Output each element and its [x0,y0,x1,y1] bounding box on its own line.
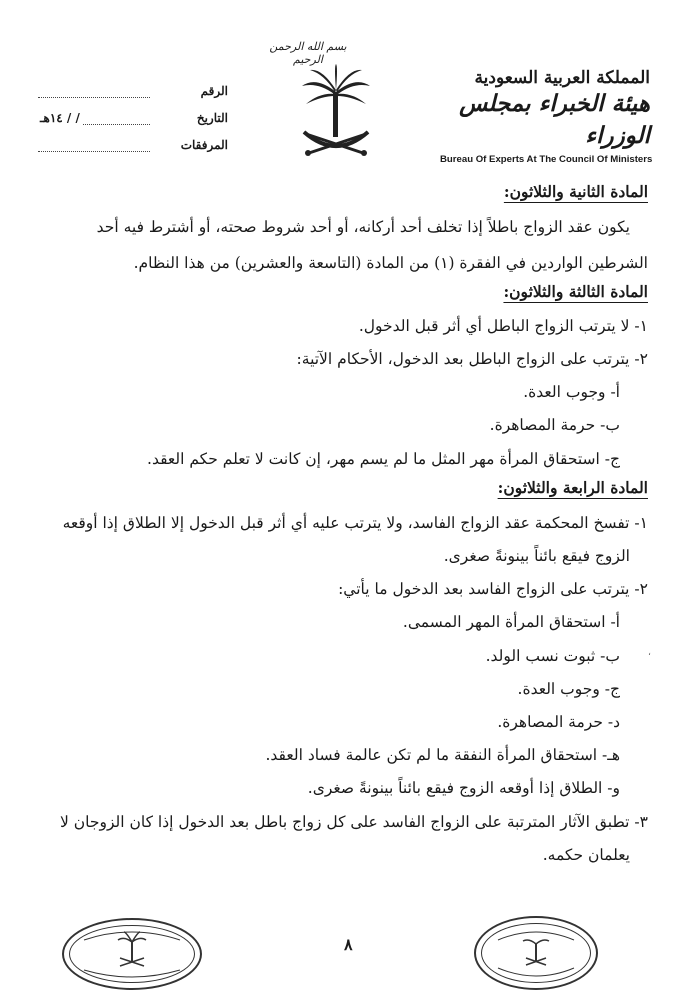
org-bureau-english: Bureau Of Experts At The Council Of Ministers [440,154,653,165]
left-stamp-seal [62,918,202,990]
article-34-item-3: ٣- تطبق الآثار المترتبة على الزواج الفاسد على كل زواج باطل بعد الدخول إذا كان الزوجان لا [60,813,648,831]
right-stamp-emblem-icon [476,918,596,988]
article-34-item-2a: أ- استحقاق المرأة المهر المسمى. [402,613,620,631]
attachments-label: المرفقات [180,138,228,152]
article-32-line-1: يكون عقد الزواج باطلاً إذا تخلف أحد أركانه، أو أحد شروط صحته، أو أشترط فيه أحد [96,218,630,236]
article-34-item-1: ١- تفسخ المحكمة عقد الزواج الفاسد، ولا يترتب عليه أي أثر قبل الدخول إلا الطلاق إذا أوقعه [62,514,648,532]
date-row [38,111,228,138]
document-meta [38,84,228,165]
number-line [38,97,150,98]
article-34-item-2: ٢- يترتب على الزواج الفاسد بعد الدخول ما يأتي: [338,580,648,598]
article-33-item-2b: ب- حرمة المصاهرة. [489,416,620,434]
date-label: التاريخ [196,111,228,125]
org-country: المملكة العربية السعودية [474,68,650,88]
number-row [38,84,228,111]
article-34-item-2b: ب- ثبوت نسب الولد. [485,647,620,665]
organization-block [440,68,653,165]
attachments-line [38,151,150,152]
palm-swords-emblem-icon [296,62,376,162]
basmala: بسم الله الرحمن الرحيم [269,40,347,66]
date-value: / / ١٤هـ [40,111,80,125]
article-34-item-1-cont: الزوج فيقع بائناً بينونةً صغرى. [443,547,630,565]
article-34-item-2c: ج- وجوب العدة. [517,680,620,698]
number-label: الرقم [200,84,228,98]
article-34-heading: المادة الرابعة والثلاثون: [497,478,648,497]
article-33-item-2: ٢- يترتب على الزواج الباطل بعد الدخول، الأحكام الآتية: [296,350,648,368]
right-stamp-seal [474,916,598,990]
article-32-heading: المادة الثانية والثلاثون: [503,182,648,201]
article-33-heading: المادة الثالثة والثلاثون: [503,282,648,301]
article-34-item-3-cont: يعلمان حكمه. [542,846,630,864]
article-32-line-2: الشرطين الواردين في الفقرة (١) من المادة (التاسعة والعشرين) من هذا النظام. [133,254,648,272]
article-33-item-1: ١- لا يترتب الزواج الباطل أي أثر قبل الدخول. [358,317,648,335]
article-34-item-2d: د- حرمة المصاهرة. [497,713,620,731]
org-bureau-arabic: هيئة الخبراء بمجلس الوزراء [459,90,650,149]
article-34-item-2e: هـ- استحقاق المرأة النفقة ما لم تكن عالمة فساد العقد. [265,746,620,764]
attachments-row [38,138,228,165]
stray-mark: ، [648,648,651,658]
article-33-item-2c: ج- استحقاق المرأة مهر المثل ما لم يسم مهر، إن كانت لا تعلم حكم العقد. [147,450,620,468]
article-34-item-2f: و- الطلاق إذا أوقعه الزوج فيقع بائناً بينونةً صغرى. [307,779,620,797]
article-33-item-2a: أ- وجوب العدة. [523,383,620,401]
page-number: ٨ [344,935,353,954]
left-stamp-emblem-icon [64,920,200,988]
